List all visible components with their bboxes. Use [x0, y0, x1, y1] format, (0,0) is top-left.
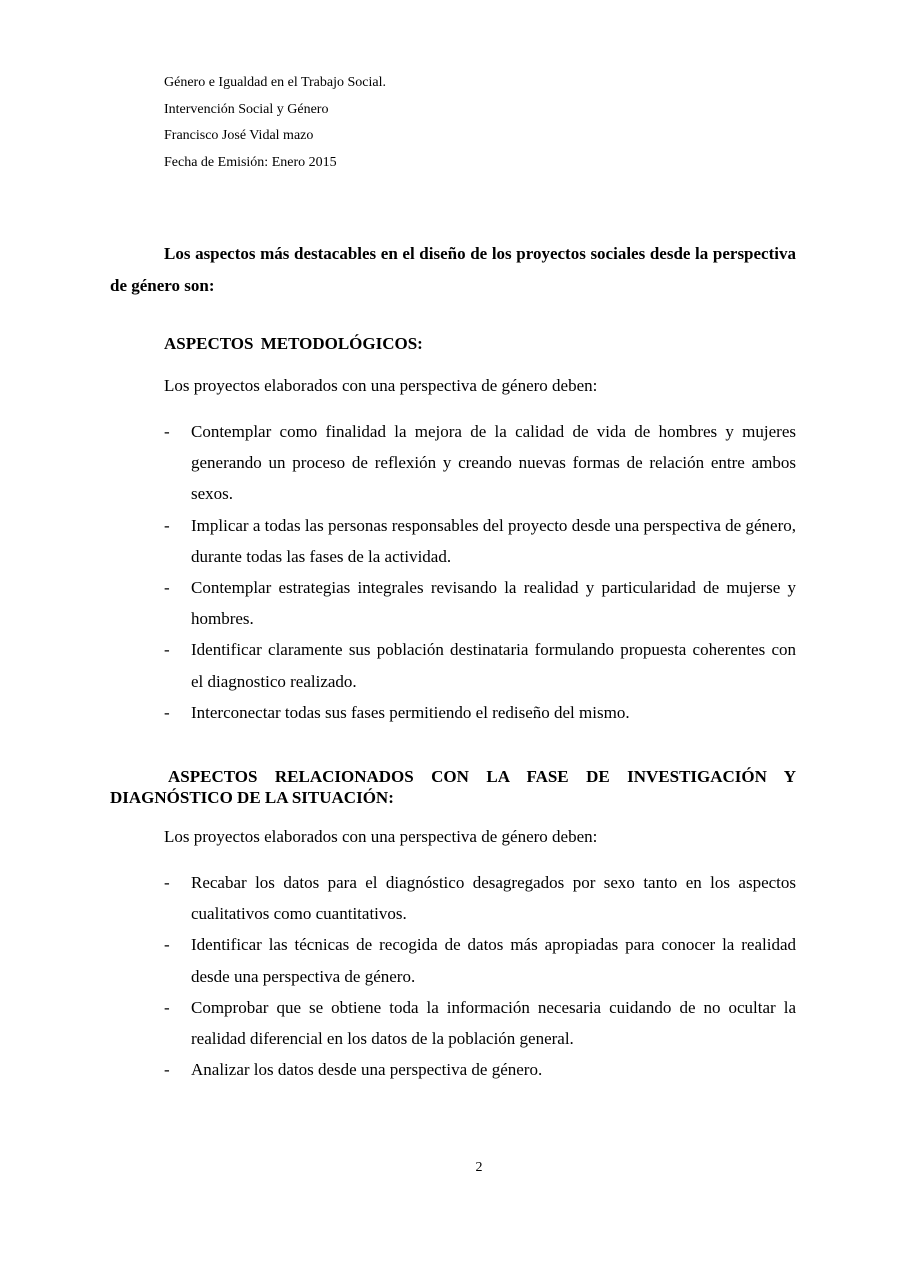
dash-bullet: -	[164, 702, 170, 722]
list-item-text: Analizar los datos desde una perspectiva de género.	[191, 1060, 543, 1080]
dash-bullet: -	[164, 1060, 170, 1080]
list-item	[164, 992, 796, 1054]
list-item-text: Contemplar estrategias integrales revisando la realidad y particularidad de mujerse y hombres.	[191, 578, 796, 629]
dash-bullet: -	[164, 935, 170, 955]
header-subject: Intervención Social y Género	[164, 101, 329, 117]
header-date: Fecha de Emisión: Enero 2015	[164, 154, 337, 170]
list-item	[164, 1054, 796, 1085]
list-item	[164, 929, 796, 991]
list-item-text: Contemplar como finalidad la mejora de la calidad de vida de hombres y mujeres generando un proceso de reflexión y creando nuevas formas de relación entre ambos sexos.	[191, 422, 796, 504]
intro-paragraph: Los aspectos más destacables en el diseño de los proyectos sociales desde la perspectiva de género son:	[110, 244, 796, 295]
section-lead-methodological: Los proyectos elaborados con una perspectiva de género deben:	[164, 376, 598, 395]
list-item-text: Comprobar que se obtiene toda la información necesaria cuidando de no ocultar la realidad diferencial en los datos de la población general.	[191, 997, 796, 1049]
list-item	[164, 697, 796, 728]
list-item-text: Interconectar todas sus fases permitiendo el rediseño del mismo.	[191, 702, 630, 722]
bullet-list-research-diagnosis	[164, 867, 796, 1085]
dash-bullet: -	[164, 873, 170, 892]
dash-bullet: -	[164, 640, 170, 660]
list-item	[164, 510, 796, 572]
list-item	[164, 867, 796, 929]
page-number: 2	[475, 1160, 483, 1175]
list-item-text: Identificar las técnicas de recogida de datos más apropiadas para conocer la realidad desde una perspectiva de género.	[191, 935, 796, 986]
list-item-text: Identificar claramente sus población destinataria formulando propuesta coherentes con el diagnostico realizado.	[191, 640, 796, 691]
bullet-list-methodological	[164, 416, 796, 728]
section-lead-research-diagnosis: Los proyectos elaborados con una perspectiva de género deben:	[164, 827, 598, 846]
list-item-text: Implicar a todas las personas responsables del proyecto desde una perspectiva de género, durante todas las fases de la actividad.	[191, 515, 796, 566]
document-header	[164, 70, 386, 176]
list-item-text: Recabar los datos para el diagnóstico desagregados por sexo tanto en los aspectos cualitativos como cuantitativos.	[191, 873, 796, 924]
dash-bullet: -	[164, 515, 170, 535]
dash-bullet: -	[164, 578, 170, 598]
section-title-methodological: ASPECTOS METODOLÓGICOS:	[164, 334, 423, 353]
list-item	[164, 416, 796, 510]
section-title-research-diagnosis: ASPECTOS RELACIONADOS CON LA FASE DE INVESTIGACIÓN Y DIAGNÓSTICO DE LA SITUACIÓN:	[110, 767, 796, 807]
dash-bullet: -	[164, 997, 170, 1017]
list-item	[164, 634, 796, 696]
list-item	[164, 572, 796, 634]
dash-bullet: -	[164, 422, 170, 441]
header-author: Francisco José Vidal mazo	[164, 128, 314, 143]
header-course-title: Género e Igualdad en el Trabajo Social.	[164, 75, 386, 90]
